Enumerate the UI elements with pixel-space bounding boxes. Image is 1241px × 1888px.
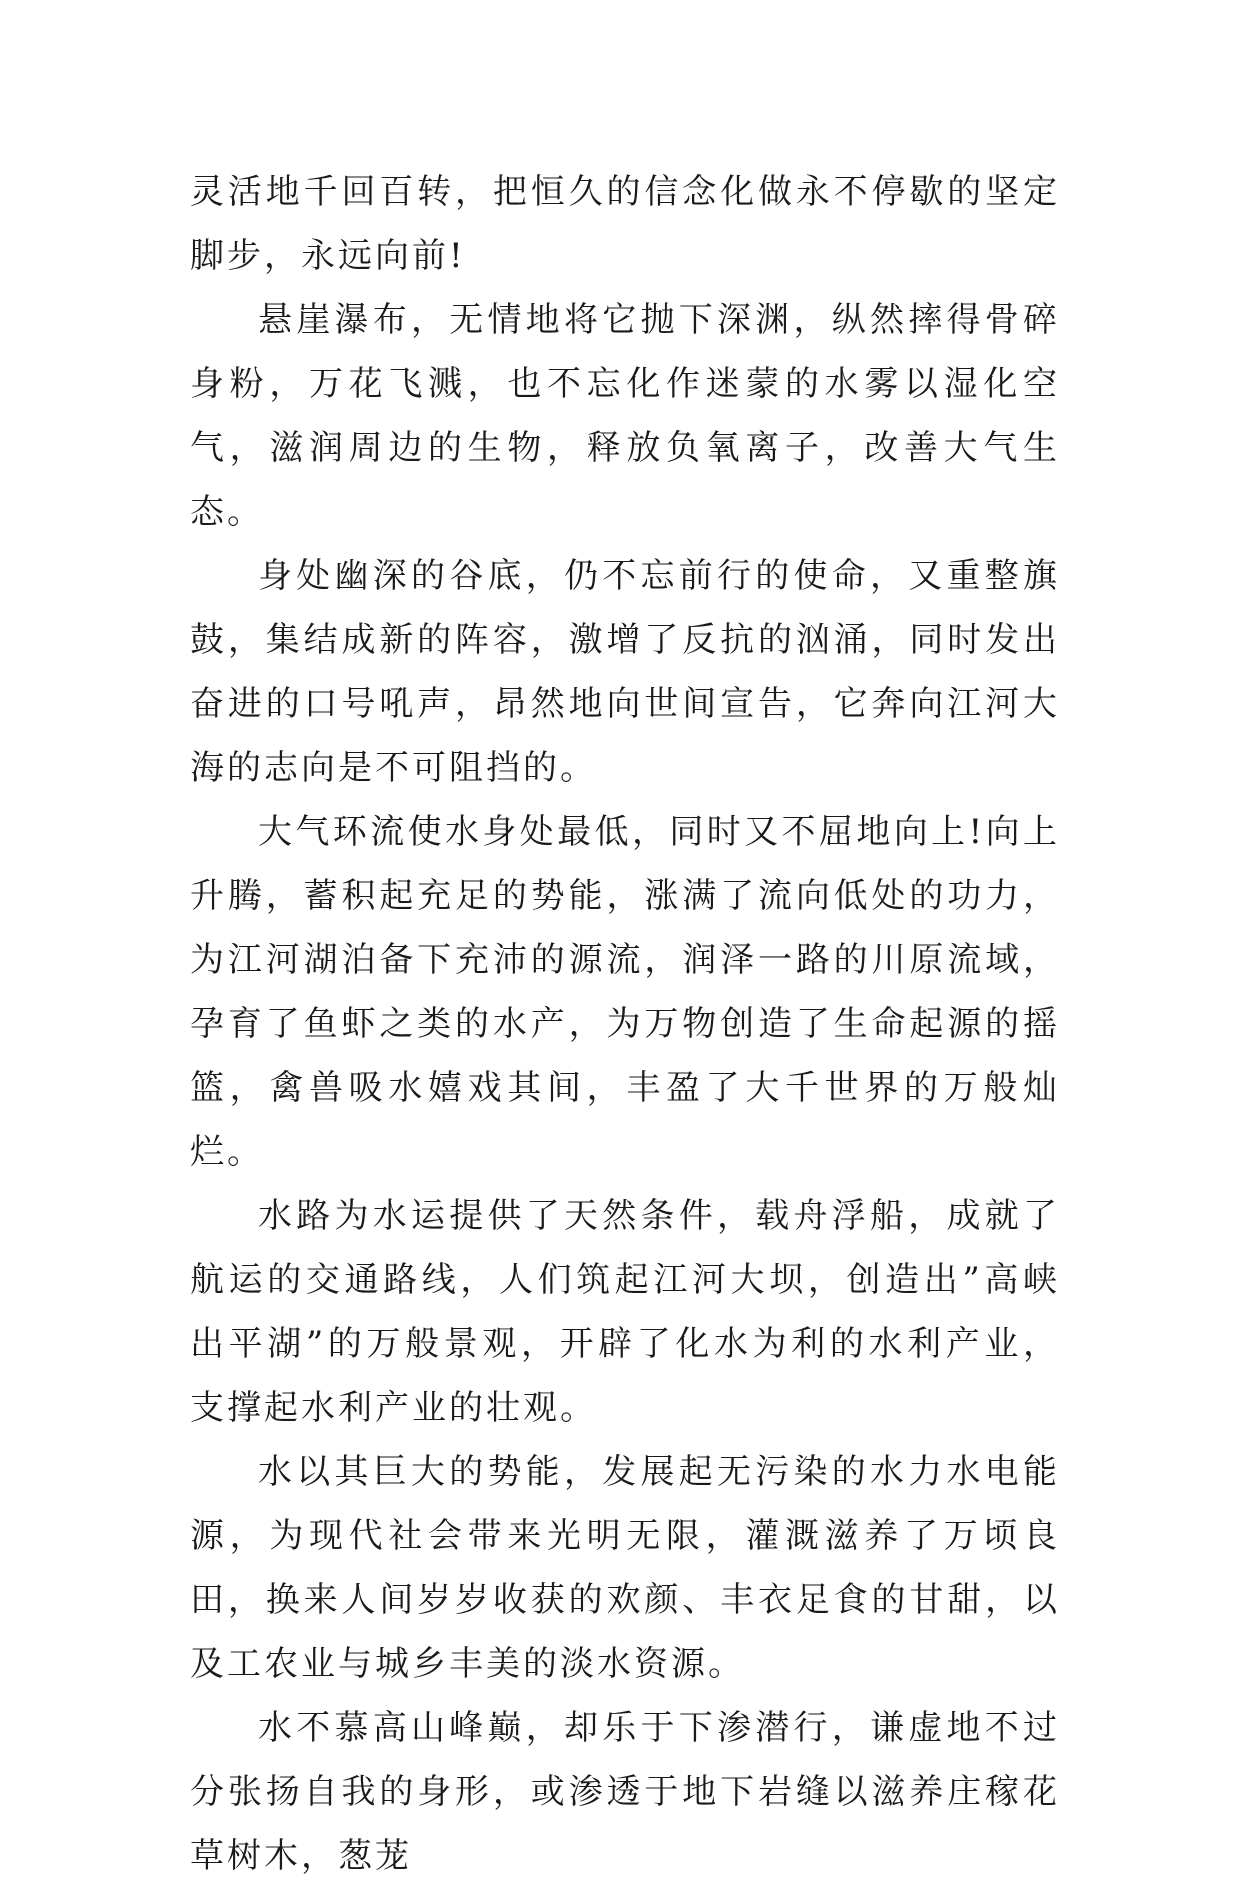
document-body xyxy=(190,160,1060,1888)
paragraph-2: 悬崖瀑布，无情地将它抛下深渊，纵然摔得骨碎身粉，万花飞溅，也不忘化作迷蒙的水雾以湿化空气，滋润周边的生物，释放负氧离子，改善大气生态。 xyxy=(190,300,1060,532)
paragraph-1: 灵活地千回百转，把恒久的信念化做永不停歇的坚定脚步，永远向前! xyxy=(190,172,1060,276)
paragraph-7: 水不慕高山峰巅，却乐于下渗潜行，谦虚地不过分张扬自我的身形，或渗透于地下岩缝以滋养庄稼花草树木，葱茏 xyxy=(190,1708,1060,1876)
paragraph-4: 大气环流使水身处最低，同时又不屈地向上!向上升腾，蓄积起充足的势能，涨满了流向低处的功力，为江河湖泊备下充沛的源流，润泽一路的川原流域，孕育了鱼虾之类的水产，为万物创造了生命起源的摇篮，禽兽吸水嬉戏其间，丰盈了大千世界的万般灿烂。 xyxy=(190,812,1060,1172)
paragraph-3: 身处幽深的谷底，仍不忘前行的使命，又重整旗鼓，集结成新的阵容，激增了反抗的汹涌，同时发出奋进的口号吼声，昂然地向世间宣告，它奔向江河大海的志向是不可阻挡的。 xyxy=(190,556,1060,788)
paragraph-6: 水以其巨大的势能，发展起无污染的水力水电能源，为现代社会带来光明无限，灌溉滋养了万顷良田，换来人间岁岁收获的欢颜、丰衣足食的甘甜，以及工农业与城乡丰美的淡水资源。 xyxy=(190,1452,1060,1684)
paragraph-5: 水路为水运提供了天然条件，载舟浮船，成就了航运的交通路线，人们筑起江河大坝，创造出”高峡出平湖”的万般景观，开辟了化水为利的水利产业，支撑起水利产业的壮观。 xyxy=(190,1196,1060,1428)
